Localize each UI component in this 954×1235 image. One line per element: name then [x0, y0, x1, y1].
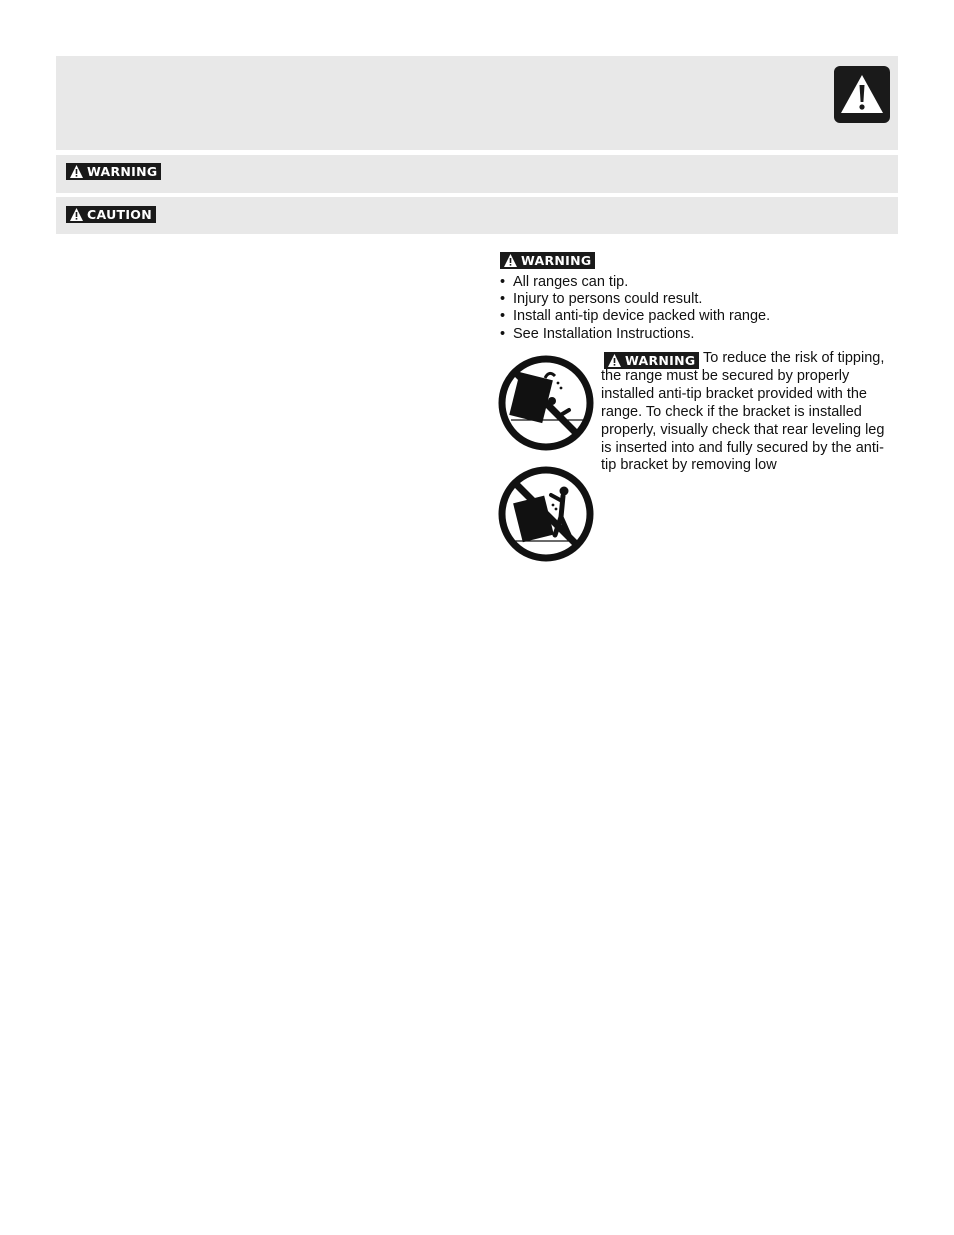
tip-warning-signal-label [500, 252, 595, 269]
alert-triangle-icon [503, 253, 518, 268]
inline-warning-signal-text: WARNING [625, 353, 696, 368]
alert-triangle-icon [69, 164, 84, 179]
caution-signal-text: CAUTION [87, 207, 152, 222]
warning-signal-label [66, 163, 161, 180]
caution-signal-label [66, 206, 156, 223]
exclamation-triangle-icon [834, 66, 890, 123]
tip-warning-signal-text: WARNING [521, 253, 592, 268]
list-item: • Injury to persons could result. [500, 291, 770, 308]
warning-definition-row [56, 155, 898, 193]
no-tipping-range-pictogram [497, 354, 595, 457]
list-item: • All ranges can tip. [500, 274, 770, 291]
anti-tip-paragraph-text: To reduce the risk of tipping, the range must be secured by properly installed anti-tip bracket provided with the range. To check if the bracket is installed properly, visually check that rear leveling leg is inserted into and fully secured by the anti-tip bracket by removing low [601, 350, 885, 474]
no-climbing-door-pictogram [497, 465, 595, 568]
caution-definition-row [56, 197, 898, 234]
list-item: • Install anti-tip device packed with range. [500, 308, 770, 325]
warning-signal-text: WARNING [87, 164, 158, 179]
anti-tip-paragraph [601, 350, 893, 475]
list-item: • See Installation Instructions. [500, 326, 770, 343]
alert-triangle-icon [69, 207, 84, 222]
safety-header-band [56, 56, 898, 150]
tip-warning-bullets [500, 274, 770, 343]
